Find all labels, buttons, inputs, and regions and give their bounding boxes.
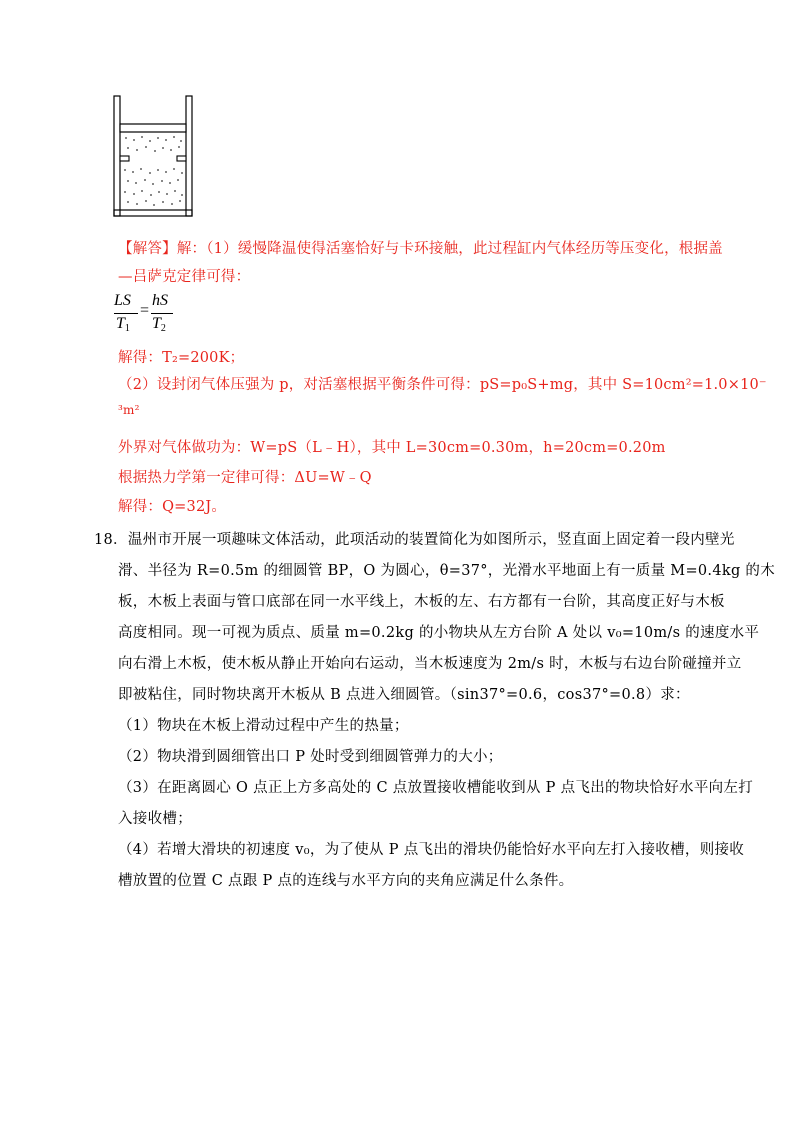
question-line-2: 板，木板上表面与管口底部在同一水平线上，木板的左、右方都有一台阶，其高度正好与木板 <box>118 594 725 610</box>
question-line-5: 即被粘住，同时物块离开木板从 B 点进入细圆管。（sin37°=0.6，cos37°=0.8）求： <box>118 687 690 703</box>
formula-lhs-denominator: $T_1$ <box>116 315 130 334</box>
answer-label: 【解答】 <box>118 241 177 257</box>
question-line-1: 滑、半径为 R=0.5m 的细圆管 BP，O 为圆心，θ=37°，光滑水平地面上有一质量 M=0.4kg 的木 <box>118 563 776 579</box>
answer-text-1: 解：（1）缓慢降温使得活塞恰好与卡环接触，此过程缸内气体经历等压变化，根据盖 <box>176 241 723 257</box>
formula-equals: = <box>140 302 150 319</box>
answer-line-2: —吕萨克定律可得： <box>118 269 251 285</box>
formula-lhs-numerator: LS <box>114 292 131 309</box>
subquestion-4-line-1: （4）若增大滑块的初速度 v₀，为了使从 P 点飞出的滑块仍能恰好水平向左打入接收槽，则接收 <box>118 842 745 858</box>
answer-line-4: （2）设封闭气体压强为 p，对活塞根据平衡条件可得：pS=p₀S+mg，其中 S=10cm²=1.0×10⁻ <box>118 377 767 393</box>
subquestion-1: （1）物块在木板上滑动过程中产生的热量； <box>118 718 409 734</box>
question-line-0: 温州市开展一项趣味文体活动，此项活动的装置简化为如图所示，竖直面上固定着一段内壁光 <box>127 532 735 548</box>
question-line-4: 向右滑上木板，使木板从静止开始向右运动，当木板速度为 2m/s 时，木板与右边台阶碰撞并立 <box>118 656 742 672</box>
subquestion-3-line-1: （3）在距离圆心 O 点正上方多高处的 C 点放置接收槽能收到从 P 点飞出的物块恰好水平向左打 <box>118 780 754 796</box>
answer-line-7: 根据热力学第一定律可得：ΔU=W﹣Q <box>118 470 372 486</box>
question-number: 18． <box>94 532 128 548</box>
answer-line-6: 外界对气体做功为：W=pS（L﹣H），其中 L=30cm=0.30m，h=20cm=0.20m <box>118 440 666 456</box>
answer-line-8: 解得：Q=32J。 <box>118 499 227 515</box>
formula-lhs-bar <box>114 313 138 314</box>
answer-line-3: 解得：T₂=200K； <box>118 350 245 366</box>
subquestion-4-line-2: 槽放置的位置 C 点跟 P 点的连线与水平方向的夹角应满足什么条件。 <box>118 873 574 889</box>
subquestion-2: （2）物块滑到圆细管出口 P 处时受到细圆管弹力的大小； <box>118 749 503 765</box>
question-line-3: 高度相同。现一可视为质点、质量 m=0.2kg 的小物块从左方台阶 A 处以 v₀=10m/s 的速度水平 <box>118 625 760 641</box>
formula-rhs-denominator: $T_2$ <box>152 315 166 334</box>
cylinder-piston-figure <box>108 94 200 218</box>
answer-line-1 <box>118 237 723 258</box>
formula-rhs-numerator: hS <box>152 292 168 309</box>
formula-rhs-bar <box>151 313 173 314</box>
subquestion-3-line-2: 入接收槽； <box>118 811 192 827</box>
question-18-first-line <box>94 528 735 549</box>
answer-line-5: ³m² <box>118 403 140 417</box>
